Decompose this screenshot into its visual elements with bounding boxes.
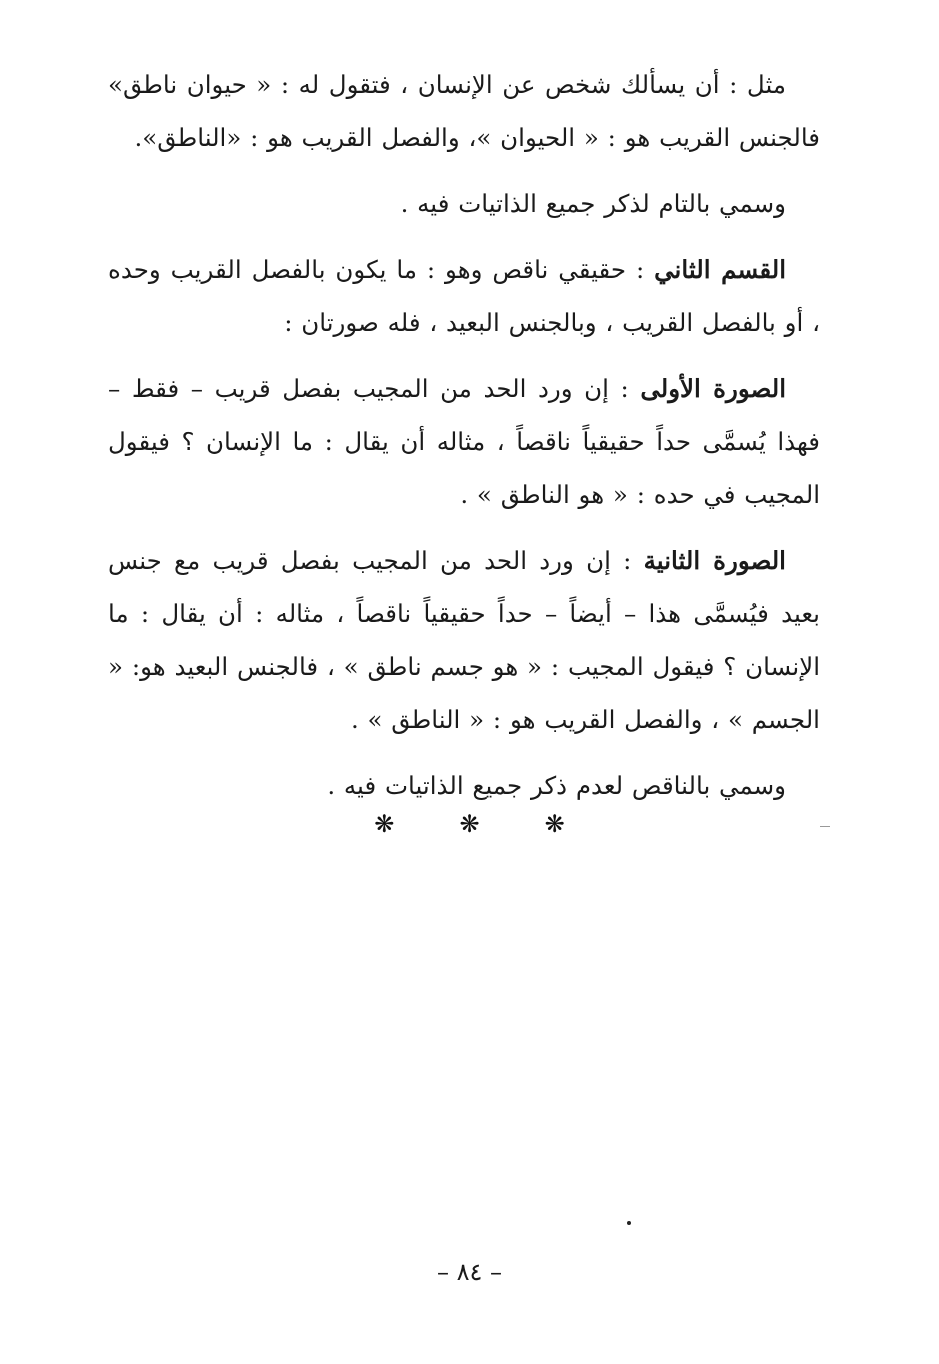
separator-star-icon: ❋	[544, 810, 565, 838]
paragraph-example	[108, 58, 820, 164]
section-separator	[0, 810, 939, 838]
paragraph-form-one	[108, 362, 820, 521]
scan-edge-mark	[820, 826, 830, 827]
paragraph-form-two	[108, 534, 820, 746]
paragraph-naming-incomplete-text: وسمي بالناقص لعدم ذكر جميع الذاتيات فيه .	[327, 771, 786, 800]
paragraph-naming-complete	[108, 177, 820, 230]
paragraph-naming-complete-text: وسمي بالتام لذكر جميع الذاتيات فيه .	[400, 189, 786, 218]
page-body	[108, 58, 820, 825]
paragraph-section-two-text: : حقيقي ناقص وهو : ما يكون بالفصل القريب وحده ، أو بالفصل القريب ، وبالجنس البعيد ، فله صورتان :	[108, 255, 820, 337]
form-two-heading: الصورة الثانية	[643, 546, 786, 575]
separator-star-icon: ❋	[374, 810, 395, 838]
paragraph-naming-incomplete	[108, 759, 820, 812]
paragraph-form-two-text: : إن ورد الحد من المجيب بفصل قريب مع جنس بعيد فيُسمَّى هذا – أيضاً – حداً حقيقياً ناقصاً ، مثاله : أن يقال : ما الإنسان ؟ فيقول المجيب : « هو جسم ناطق » ، فالجنس البعيد هو: « الجسم » ، والفصل القريب هو : « الناطق » .	[108, 546, 820, 734]
page-number: – ٨٤ –	[436, 1258, 503, 1286]
paragraph-section-two	[108, 243, 820, 349]
scan-dot-mark	[627, 1221, 631, 1225]
paragraph-example-text: مثل : أن يسألك شخص عن الإنسان ، فتقول له : « حيوان ناطق» فالجنس القريب هو : « الحيوان »، والفصل القريب هو : «الناطق».	[108, 70, 820, 152]
separator-star-icon: ❋	[459, 810, 480, 838]
paragraph-form-one-text: : إن ورد الحد من المجيب بفصل قريب – فقط – فهذا يُسمَّى حداً حقيقياً ناقصاً ، مثاله أن يقال : ما الإنسان ؟ فيقول المجيب في حده : « هو الناطق » .	[108, 374, 820, 509]
form-one-heading: الصورة الأولى	[640, 374, 786, 403]
section-two-heading: القسم الثاني	[654, 255, 786, 284]
